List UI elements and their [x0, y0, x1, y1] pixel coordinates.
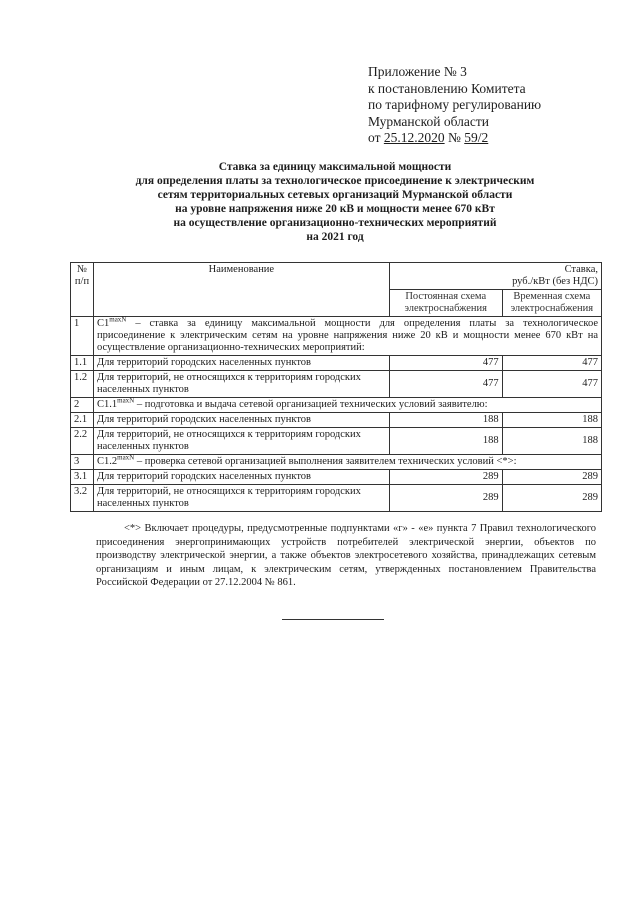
temporary-value: 477	[502, 371, 601, 398]
row-name: Для территорий городских населенных пунктов	[93, 470, 389, 485]
table-section-row	[71, 398, 602, 413]
rate-symbol: С1.2	[96, 456, 118, 467]
table-row	[71, 470, 602, 485]
table-row	[71, 356, 602, 371]
table-section-row	[71, 317, 602, 356]
section-description	[93, 398, 601, 413]
title-line: для определения платы за технологическое присоединение к электрическим	[135, 175, 535, 187]
table-header-row	[71, 263, 602, 290]
temporary-value: 289	[502, 485, 601, 512]
appendix-ref-line: к постановлению Комитета	[368, 80, 526, 96]
header-permanent-cell: Постоянная схема электроснабжения	[389, 290, 502, 317]
header-number-cell: № п/п	[71, 263, 94, 317]
row-number: 1	[71, 317, 94, 356]
permanent-value: 477	[389, 371, 502, 398]
table-row	[71, 371, 602, 398]
row-name: Для территорий, не относящихся к территориям городских населенных пунктов	[93, 371, 389, 398]
decree-date: 25.12.2020	[383, 130, 445, 145]
rate-superscript: maxN	[117, 396, 135, 405]
rate-superscript: maxN	[109, 315, 127, 324]
permanent-value: 188	[389, 428, 502, 455]
row-number: 1.2	[71, 371, 94, 398]
row-name: Для территорий, не относящихся к территориям городских населенных пунктов	[93, 485, 389, 512]
appendix-number: Приложение № 3	[368, 64, 467, 79]
temporary-value: 477	[502, 356, 601, 371]
title-line: Ставка за единицу максимальной мощности	[218, 161, 452, 173]
row-name: Для территорий, не относящихся к территориям городских населенных пунктов	[93, 428, 389, 455]
header-rate-cell: Ставка, руб./кВт (без НДС)	[389, 263, 601, 290]
header-temporary-cell: Временная схема электроснабжения	[502, 290, 601, 317]
row-number: 2	[71, 398, 94, 413]
footnote: <*> Включает процедуры, предусмотренные подпунктами «г» - «е» пункта 7 Правил технологического присоединения энергопринимающих устройств потребителей электрической энергии, объектов по производству электрической энергии, а также объектов электросетевого хозяйства, принадлежащих сетевым организациям и иным лицам, к электрическим сетям, утвержденных постановлением Правительства Российской Федерации от 27.12.2004 № 861.	[96, 523, 596, 588]
row-number: 2.2	[71, 428, 94, 455]
number-sign: №	[447, 130, 461, 145]
appendix-ref-line: Мурманской области	[368, 113, 489, 129]
section-description	[93, 317, 601, 356]
row-name: Для территорий городских населенных пунктов	[93, 356, 389, 371]
decree-number: 59/2	[464, 130, 489, 145]
title-line: на уровне напряжения ниже 20 кВ и мощности менее 670 кВт	[175, 203, 495, 215]
rate-superscript: maxN	[117, 453, 135, 462]
appendix-ref-line: по тарифному регулированию	[368, 97, 542, 112]
row-number: 3.1	[71, 470, 94, 485]
row-number: 3	[71, 455, 94, 470]
rate-symbol: С1.1	[96, 399, 118, 410]
header-name-cell: Наименование	[93, 263, 389, 317]
temporary-value: 188	[502, 428, 601, 455]
temporary-value: 289	[502, 470, 601, 485]
section-text: – проверка сетевой организацией выполнения заявителем технических условий <*>:	[134, 456, 517, 467]
title-line: на осуществление организационно-технических мероприятий	[173, 217, 497, 229]
table-section-row	[71, 455, 602, 470]
row-name: Для территорий городских населенных пунктов	[93, 413, 389, 428]
row-number: 2.1	[71, 413, 94, 428]
table-row	[71, 413, 602, 428]
rates-table	[70, 262, 602, 512]
permanent-value: 477	[389, 356, 502, 371]
section-text: – ставка за единицу максимальной мощности для определения платы за технологическое присоединение к электрическим сетям на уровне напряжения ниже 20 кВ и мощности менее 670 кВт на осуществление организационно-технических мероприятий:	[96, 318, 598, 353]
rate-symbol: С1	[96, 318, 110, 329]
permanent-value: 289	[389, 470, 502, 485]
appendix-header	[368, 64, 541, 147]
permanent-value: 188	[389, 413, 502, 428]
section-text: – подготовка и выдача сетевой организацией технических условий заявителю:	[134, 399, 488, 410]
table-row	[71, 428, 602, 455]
table-row	[71, 485, 602, 512]
section-description	[93, 455, 601, 470]
row-number: 1.1	[71, 356, 94, 371]
permanent-value: 289	[389, 485, 502, 512]
date-prefix: от	[368, 130, 381, 145]
title-line: на 2021 год	[306, 231, 364, 243]
title-line: сетям территориальных сетевых организаций Мурманской области	[157, 189, 513, 201]
temporary-value: 188	[502, 413, 601, 428]
closing-line	[282, 619, 384, 620]
row-number: 3.2	[71, 485, 94, 512]
appendix-date-line	[368, 130, 541, 147]
document-title	[70, 160, 600, 244]
